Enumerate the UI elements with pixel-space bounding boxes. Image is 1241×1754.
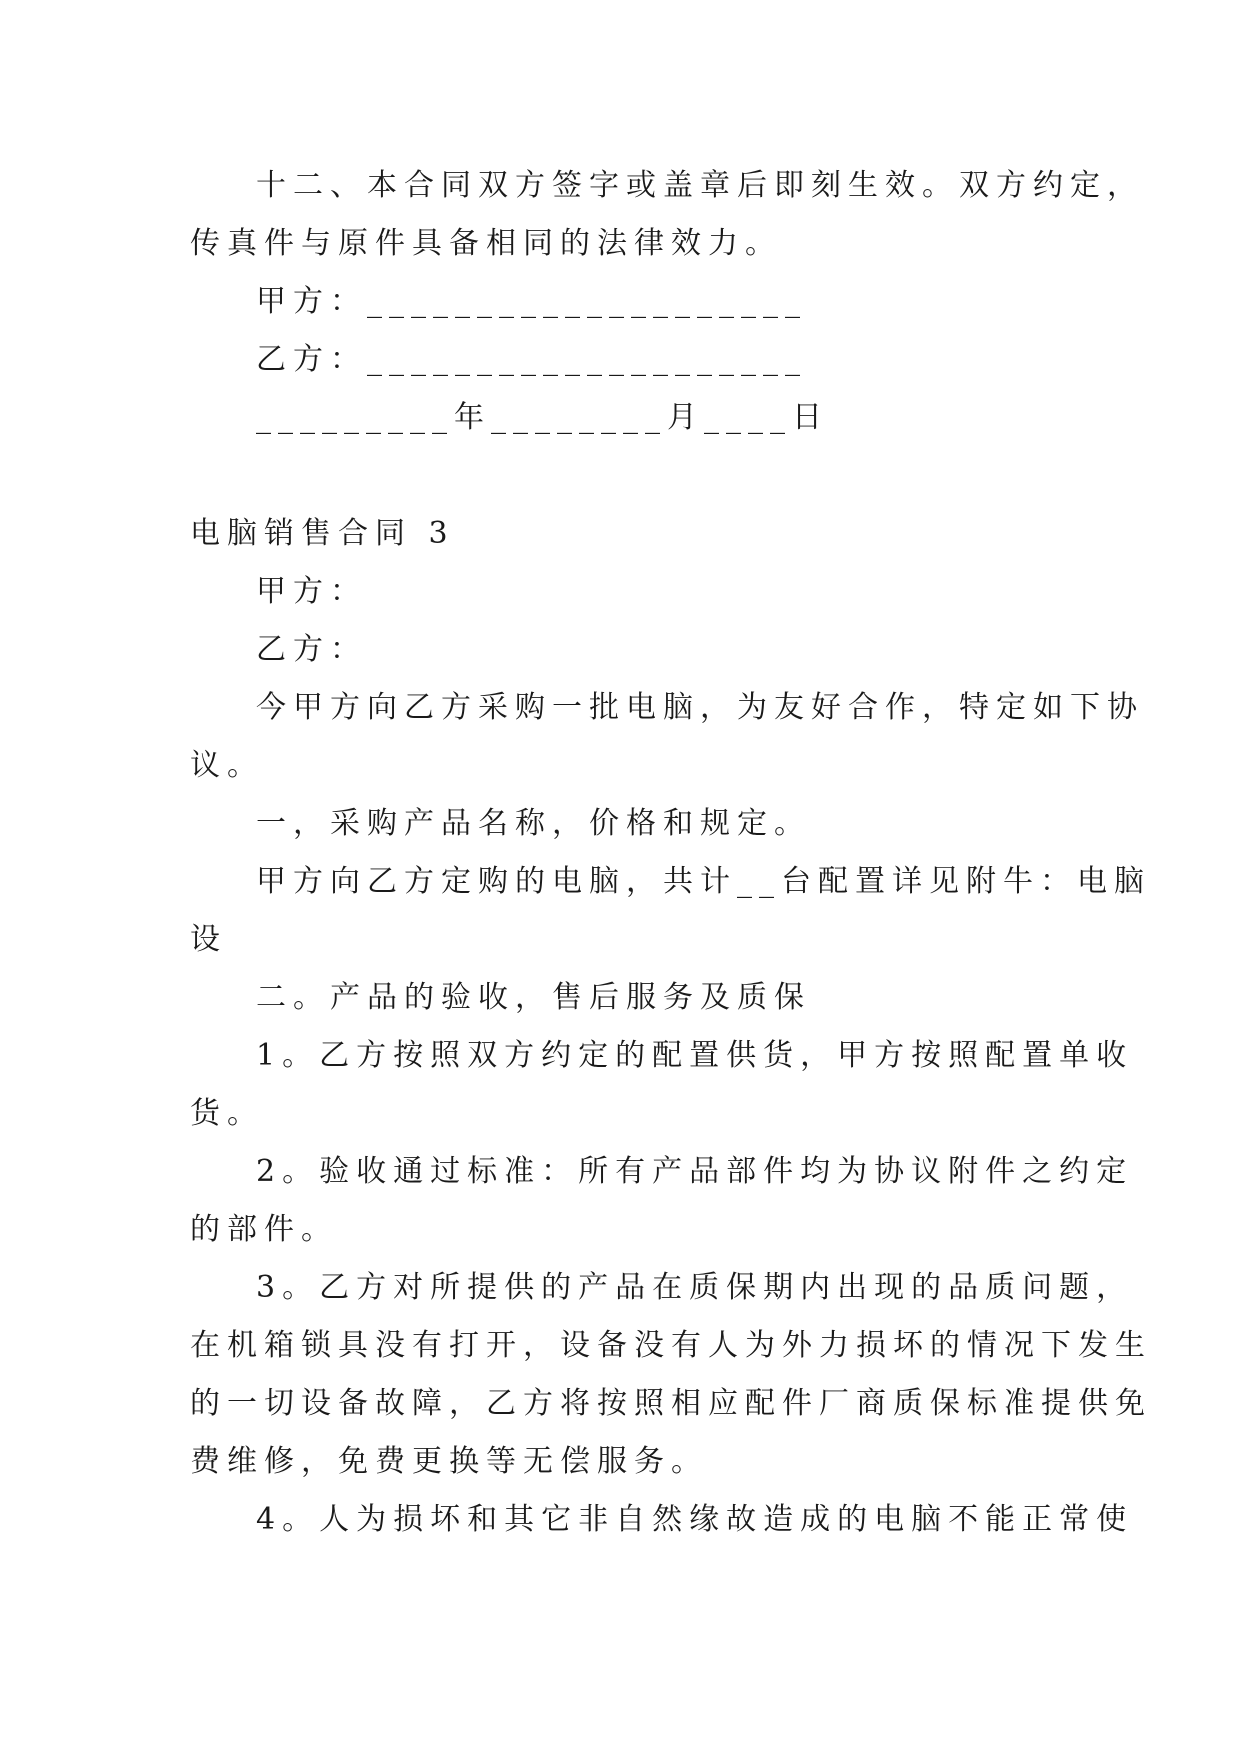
item-4-line-1: 4。人为损坏和其它非自然缘故造成的电脑不能正常使 <box>256 1502 1134 1537</box>
item-2-line-1: 2。验收通过标准：所有产品部件均为协议附件之约定 <box>256 1154 1134 1189</box>
item-3-line-3: 的一切设备故障，乙方将按照相应配件厂商质保标准提供免 <box>190 1386 1152 1421</box>
clause-12-line-1: 十二、本合同双方签字或盖章后即刻生效。双方约定， <box>256 168 1144 203</box>
preamble-line-1: 今甲方向乙方采购一批电脑，为友好合作，特定如下协 <box>256 690 1144 725</box>
item-1-line-1: 1。乙方按照双方约定的配置供货，甲方按照配置单收 <box>256 1038 1134 1073</box>
item-1-line-2: 货。 <box>190 1096 264 1131</box>
party-a-label: 甲方： <box>256 574 367 609</box>
party-a-signature-line: 甲方：____________________ <box>256 284 807 319</box>
contract-title: 电脑销售合同 3 <box>190 516 455 551</box>
item-2-line-2: 的部件。 <box>190 1212 338 1247</box>
signature-date-line: _________年________月____日 <box>256 400 829 435</box>
preamble-line-2: 议。 <box>190 748 264 783</box>
item-3-line-4: 费维修，免费更换等无偿服务。 <box>190 1444 708 1479</box>
item-3-line-1: 3。乙方对所提供的产品在质保期内出现的品质问题， <box>256 1270 1134 1305</box>
section-1-line-1: 甲方向乙方定购的电脑，共计__台配置详见附牛：电脑 <box>256 864 1151 899</box>
section-1-heading: 一，采购产品名称，价格和规定。 <box>256 806 811 841</box>
party-b-signature-line: 乙方：____________________ <box>256 342 807 377</box>
item-3-line-2: 在机箱锁具没有打开，设备没有人为外力损坏的情况下发生 <box>190 1328 1152 1363</box>
clause-12-line-2: 传真件与原件具备相同的法律效力。 <box>190 226 782 261</box>
section-1-line-2: 设 <box>190 922 227 957</box>
party-b-label: 乙方： <box>256 632 367 667</box>
section-2-heading: 二。产品的验收，售后服务及质保 <box>256 980 811 1015</box>
